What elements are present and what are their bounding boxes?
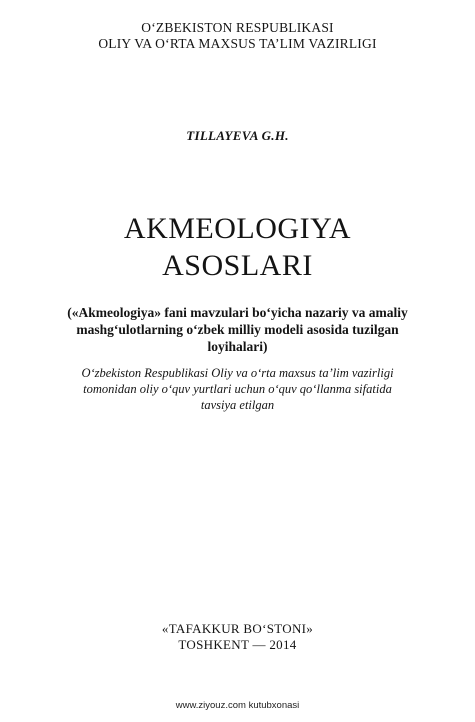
book-title-line-2: ASOSLARI	[162, 249, 313, 282]
recommendation-line-2: tomonidan oliy o‘quv yurtlari uchun o‘quv qo‘llanma sifatida	[83, 382, 392, 396]
publisher-city-year: TOSHKENT — 2014	[178, 637, 297, 652]
recommendation-line-1: O‘zbekiston Respublikasi Oliy va o‘rta maxsus ta’lim vazirligi	[81, 366, 394, 380]
ministry-line-2: OLIY VA O‘RTA MAXSUS TA’LIM VAZIRLIGI	[98, 36, 377, 51]
subtitle-line-1: («Akmeologiya» fani mavzulari bo‘yicha nazariy va amaliy	[67, 305, 408, 320]
publisher-name: «TAFAKKUR BO‘STONI»	[161, 621, 314, 636]
recommendation-line-3: tavsiya etilgan	[200, 398, 275, 412]
ministry-line-1: O‘ZBEKISTON RESPUBLIKASI	[141, 20, 334, 35]
author-name: TILLAYEVA G.H.	[186, 128, 289, 143]
website-footer: www.ziyouz.com kutubxonasi	[175, 700, 300, 711]
subtitle-line-3: loyihalari)	[207, 339, 268, 354]
book-title-line-1: AKMEOLOGIYA	[123, 212, 352, 245]
subtitle-line-2: mashg‘ulotlarning o‘zbek milliy modeli asosida tuzilgan	[76, 322, 399, 337]
